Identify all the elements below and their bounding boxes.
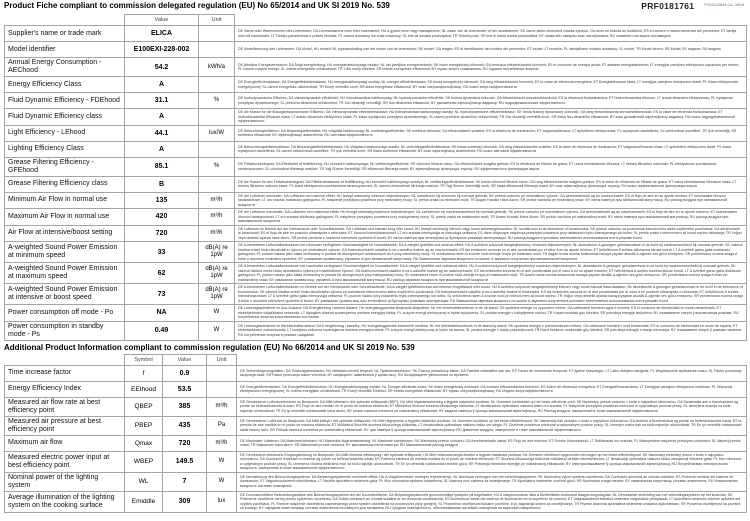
row-label: Fluid Dynamic Efficiency - FDEhood [5, 93, 125, 109]
row-symbol: QBEP [125, 397, 163, 416]
row-unit: W [207, 472, 237, 491]
row-label: Lighting Efficiency Class [5, 141, 125, 157]
row-value: A [125, 77, 199, 93]
row-value: 85.1 [125, 157, 199, 176]
table-row [5, 365, 747, 381]
row-unit: dB(A) re 1pW [199, 263, 235, 284]
table-row [5, 93, 747, 109]
row-label: Air Flow at intensive/boost setting [5, 225, 125, 242]
table-row [5, 451, 747, 472]
row-unit: m³/h [207, 435, 237, 451]
table-row [5, 157, 747, 176]
row-value: A [125, 141, 199, 157]
row-unit: kWh/a [199, 58, 235, 77]
table-row [5, 141, 747, 157]
table1-header-row [5, 15, 747, 26]
row-value: 435 [163, 416, 207, 435]
row-unit [199, 42, 235, 58]
table2-header-row [5, 354, 747, 365]
table-row [5, 26, 747, 42]
row-label: A-weighted Sound Power Emission at intensive or boost speed [5, 284, 125, 305]
table-row [5, 176, 747, 192]
table2-header-value: Value [163, 354, 207, 365]
row-unit [207, 381, 237, 397]
row-unit [199, 141, 235, 157]
table-row [5, 284, 747, 305]
row-value: 54.2 [125, 58, 199, 77]
table-row [5, 416, 747, 435]
row-value: 309 [163, 491, 207, 512]
table1-header-unit: Unit [199, 15, 235, 26]
row-value: 31.1 [125, 93, 199, 109]
product-fiche-table [4, 14, 747, 341]
row-unit: m³/h [199, 209, 235, 226]
table-row [5, 381, 747, 397]
row-translations: DE Luftstrom im Betrieb auf der Intensivstufe oder Schnelllaufstufe; DA Luftstrøm ved intensiv brug eller boost; HU levegő sebesség intenzív vagy boost sebességfokozaton; NL luchtstroom in de intensieve of boostmodus; SK prietok vzduchu za podmienok intenzívneho alebo zvýšeného používania; GA aersheoladh le tréanúsáid; ES el flujo de aire en posición ultrarrápida o reforzada; ET õhuvool intensiivkasutusel; LT oro srautas intensyviąja ar forsuotąja veiksena; PL dane dotyczące natężenia przepływu powietrza przy ustawieniu trybu intensywnego lub turbo; SL pretok zraka v intenzivnem ali boost načinu delovanja; TR Yoğun veya destekli ayarda hava akımı; SR protok vazduha u uslovima intenzivne upotrebe ili boost; BY паток паветра пры інтэнсіўных ці бустарных рэжымах эксплуатацыі; RU расход воздуха в условиях интенсивного использования или в режиме boost [235, 225, 747, 242]
row-unit: m³/h [199, 192, 235, 209]
document-title: Product Fiche compliant to commission delegated regulation (EU) No 65/2014 and UK SI 2019 No. 539 [4, 1, 390, 10]
row-value: 33 [125, 242, 199, 263]
row-label: Energy Efficiency Index [5, 381, 125, 397]
row-translations: DE Gemessener Luftvolumenstrom im Bestpunkt; DA Målt luftstrøm i det optimale driftspunkt (BEP); HU Mért légáramsebesség a legjobb hatásfokú pontban; NL Gemeten luchtdebiet op het beste-efficiëntie punt; SK Nameraný prietok vzduchu v bode s najvyššou účinnosťou; GA Sreabhráta aeir a thomhaistear ag pointe na héifeachtúlachta is fearr; ES Flujo de aire medido en el punto de máxima eficiencia; ET Mõõdetud õhuvool suurima tõhususega töökohas; LT Išmatuotasis optimalaus našumo taško oro srautas; PL Natężenie przepływu powietrza mierzone w optymalnym punkcie pracy; SL Izmerjena stopnja na točki največje učinkovitosti; TR En iyi verimlilik noktasındaki hava akımı; SR protok vazduha izmerena pri maksimalnoj efikasnosti; BY выдаткі паветра ў кропцы максімальнай эфектыўнасці; RU Расход воздуха, замеренный в точке максимальной эффективности [237, 397, 747, 416]
row-translations: DE Leistungsaufnahme im Bereitschaftszustand; DA Energiforbrug i standby; HU energiafogyasztás készenléti módban; NL het elektriciteitsverbruik in de stand-by-stand; SK spotreba energie v pohotovostnom režime; GA caitheamh fuinnimh i mód fuireachais; ES el consumo de electricidad en modo de espera; ET elektritarbimine ooteseisundis; LT budėjimo veiksena suvartojamos elektros energijos kiekis; PL zużycie energii elektrycznej w trybie czuwania; SL poraba energije v stanju pripravljenosti; TR Hazır bekleme modundaki güç tüketimi; SR potrošnja energije u stanju mirovanja; BY спажыванне энергіі ў рэжыме чакання; RU потребление энергии в режиме ожидания [235, 321, 747, 340]
row-unit: lux/W [199, 125, 235, 141]
row-unit: W [199, 305, 235, 322]
row-symbol: Emiddle [125, 491, 163, 512]
row-unit [199, 77, 235, 93]
row-symbol: WL [125, 472, 163, 491]
table-row [5, 192, 747, 209]
row-label: Maximum air flow [5, 435, 125, 451]
row-label: Model identifier [5, 42, 125, 58]
row-translations: DE Energieeffizienzindex; DA Energieffektivitetsindeks; HU Energiahatékonysági mutató; NL Energie-efficiëntie-index; SK Index energetickej účinnosti; GA Innéacs éifeachtúlachta fuinnimh; ES Índice de eficiencia energética; ET Energiatõhususindeks; LT Energijos vartojimo efektyvumo indeksas; PL Wskaźnik efektywności energetycznej; SL Indeks energijske učinkovitosti; TR Enerji Verimlilik Endeksi; SR Indeks energetske efikasnosti; BY Індэкс энергаэфектыўнасці; RU Индекс энергоэффективности [237, 381, 747, 397]
row-value: 7 [163, 472, 207, 491]
row-unit: Pa [207, 416, 237, 435]
table-row [5, 225, 747, 242]
row-translations: DE Beleuchtungseffizienz; DA Belysningseffektivitet; HU világítási hatékonyság; NL verlichtingsefficiëntie; SK svetelná účinnosť; GA éifeachtúlacht soilsithe; ES la eficiencia de iluminación; ET valgustustõhusus; LT apšvietimo efektyvumas; PL wydajność oświetlenia; SL učinkovitost osvetlitve; TR Işık verimliliği; SR svetlosna efikasnost; BY эфектыўнасць асвятлення; RU световая эффективность [235, 125, 747, 141]
row-symbol: PBEP [125, 416, 163, 435]
row-value: 53.5 [163, 381, 207, 397]
row-unit: % [199, 157, 235, 176]
row-label: Average illumination of the lighting system on the cooking surface [5, 491, 125, 512]
row-label: A-weighted Sound Power Emission at maximum speed [5, 263, 125, 284]
row-label: Light Efficiency - LEhood [5, 125, 125, 141]
row-label: Nominal power of the lighting system [5, 472, 125, 491]
additional-section-title: Additional Product Information compliant to commission regulation (EU) No 66/2014 and UK SI 2019 No. 539 [4, 342, 415, 352]
row-value: 44.1 [125, 125, 199, 141]
row-label: Grease Filtering Efficiency - GFEhood [5, 157, 125, 176]
row-translations: DE Zeitverlängerungsfaktor; DA Tidsforøgelsesfaktor; HU időtartam-növelő tényező; NL Tijdstoenamefactor; SK Časový prírastkový faktor; GA Fachtóir méadaithe san am; ES Factor de incremento temporal; ET Ajaline kasvutegur; LT Laiko didėjimo daugiklis; PL Współczynnik wydłużenia czasu; SL Faktor povečanja skupnega časa; SR Faktor povećanja tokom vremena; BY каэфіцыент павелічэння ў цягам часу; RU Коэффициент увеличения по времени [237, 365, 747, 381]
row-value: 420 [125, 209, 199, 226]
row-value: B [125, 176, 199, 192]
row-value: 135 [125, 192, 199, 209]
row-unit: m³/h [199, 225, 235, 242]
row-value: A [125, 109, 199, 126]
table-row [5, 491, 747, 512]
row-translations: DE A-bewerteten Luftschallemissionen bei maximaler verfügbarer Geschwindigkeit im Normalbetrieb; DA A-vægtet lydeffekt ved maksimal effekt; HU A szűrővel súlyozott hangteljesítmény maximum teljesítményen; NL akoestische A-gewogen geluidsemissie in de lucht bij maximumsnelheid bij normaal gebruik; SK vážená hladina emisií hluku akustického výkonu pri maximálnom výkone; GA fuaimchumhacht ualaithe A na n-astuithe fuaime ag an uaschumhacht; ES las emisiones sonoras en el aire ponderadas por el valor A en su ajuste máximo; ET helivõimsus A suhtes suurima kiiruse korral; LT A svertinė garso galia didžiausiu galingumu; PL poziom hałasu jako hałas emitowany w postaci fal akustycznych przy maksymalnej mocy; SL vrednotena raven A zvočne moči emisije hrupa pri maksimalni moči; TR Azami hızda normal kullanımda havaya yayılan akustik A-ağırlıklı ses gücü emisyonu; SR ponderisana zvučna snaga A buke pri maksimalnoj snazi; BY узважаная гукавая моц, узровень A пры максімальнай магутнасці; RU расход звуковая мощность при максимальной мощности [235, 263, 747, 284]
row-label: Measured air pressure at best efficiency point [5, 416, 125, 435]
row-label: Energy Efficiency Class [5, 77, 125, 93]
row-unit: dB(A) re 1pW [199, 284, 235, 305]
table-row [5, 435, 747, 451]
row-symbol: f [125, 365, 163, 381]
row-translations: DE A-bewerteten Luftschallemissionen bei minimaler verfügbarer Geschwindigkeit im Normalbetrieb; DA A-vægtet lydeffekt ved minimal effekt; HU A szűrővel súlyozott hangteljesítmény minimum teljesítményen; NL akoestische A-gewogen geluidsemissie in de lucht bij minimumsnelheid bij normaal gebruik; SK vážená hladina emisií hluku akustického výkonu pri minimálnom výkone; GA fuaimchumhacht ualaithe A na n-astuithe fuaime ag an íoschumhacht; ES las emisiones sonoras en el aire ponderadas por el valor A en su ajuste mínimo; ET helivõimsus A suhtes vähesema kiiruse korral; LT A svertinė garso galia mažiausiu galingumu; PL poziom hałasu jako hałas emitowany w postaci fal akustycznych odniesionych do A przy minimalnej mocy; SL vrednotena raven A zvočne moči emisije hrupa pri minimalni moči; TR Asgari hızda normal kullanımda havaya yayılan akustik A-ağırlıklı ses gücü emisyonu; SR ponderisana zvučna snaga A buke u uslovima minimalne upotrebe; BY узважаная гукавая моц, узровень A пры мінімальнай магутнасці; RU Взвешенная звуковая мощность по шкале A звукового излучения при минимальной мощности [235, 242, 747, 263]
table-row [5, 42, 747, 58]
row-translations: DE A-bewerteten Luftschallemissionen im Betrieb auf der Intensivstufe oder Schnelllaufstufe; DA A-vægtet lydeffektniveau ved intensiv brug/tilstand eller boost; HU A szűrővel súlyozott hangteljesítmény intenzív vagy boost fokozat használatakor; NL akoestische A-gewogen geluidsemissie in de lucht in de intensieve of boostmodus; SK vážená hladina emisií hluku akustického výkonu za podmienok intenzívneho alebo zvýšeného používania; GA fuaimchumhacht ualaithe A na n-astuithe fuaime le tréanúsáid; ES las emisiones sonoras en el aire ponderadas por el valor A en posición ultrarrápida o reforzada; ET helivõimsus A suhtes intensiivkasutusel; LT A svertinė garso galia intensyviąja veiksena; PL poziom hałasu przy ustawieniu trybu intensywnego lub turbo; SL vrednotena raven A zvočne moči pri intenzivnem ali boost načinu; TR Yoğun veya destekli ayarda havaya yayılan akustik A-ağırlıklı ses gücü emisyonu; SR ponderisana zvučna snaga A buke u uslovima intenzivne upotrebe ili boost; BY узважаная гукавая моц пры інтэнсіўных ці бустарных рэжымах эксплуатацыі; RU Взвешенная звуковая мощность по шкале A звукового излучения в условиях интенсивного использования или в режиме boost [235, 284, 747, 305]
table-row [5, 321, 747, 340]
row-label: Minimum Air Flow in normal use [5, 192, 125, 209]
row-unit: W [199, 321, 235, 340]
table-row [5, 242, 747, 263]
table-row [5, 77, 747, 93]
row-label: Time increase factor [5, 365, 125, 381]
row-translations: DE Gemessene elektrische Eingangsleistung im Bestpunkt; DA Målt elektrisk effektoptag i det optimale driftspunkt; HU Mért villamosenergia-felvétel a legjobb hatásfokú pontban; NL Gemeten elektrisch opgenomen vermogen op het beste-efficiëntiepunt; SK Nameraný elektrický príkon v bode s najvyššou účinnosťou; GA Cumhacht leictreach a chaitear ag pointe na héifeachtúlachta uasta; ES Potencia eléctrica de entrada medida en el punto de máxima eficiencia; ET Suurima tõhususega töökohas mõõdetud tarbitav sisendvõimsus; LT Išmatuotoji optimalaus našumo taško vartojamoji elektrinė galia; PL Moc mierzona w optymalnym punkcie pracy; SL Izmerjena vhodna električna moč na točki najvišje učinkovitosti; TR En iyi verimlilik noktasındaki elektrik gücü; SR Potrošnja električne energije pri maksimalnoj efikasnosti; BY электраспажыванне ў кропцы максімальнай эфектыўнасці; RU Потребляемая электрическая мощность, замеренная в точке максимальной эффективности [237, 451, 747, 472]
table-row [5, 125, 747, 141]
table2-header-unit: Unit [207, 354, 237, 365]
row-unit [199, 109, 235, 126]
row-value: NA [125, 305, 199, 322]
row-value: 0.49 [125, 321, 199, 340]
row-symbol: Qmax [125, 435, 163, 451]
row-label: Annual Energy Consumption - AEChood [5, 58, 125, 77]
row-translations: DE Nennleistung des Beleuchtungssystems; DA Belysningssystemets nominelle effekt; HU A világítórendszer névleges teljesítménye; NL Nominaal vermogen van het verlichtingssysteem; SK Nominálny výkon systému osvetlenia; GA Cumhacht ainmniúil an chórais soilsithe; ES Potencia nominal del sistema de iluminación; ET Valgustussüsteemi nimivõimsus; LT Vardinė apšvietimo sistemos galia; PL Moc nominalna systemu oświetlenia; SL Nazivna moč sistema za osvetljevanje; TR Aydınlatma sisteminin nominal gücü; SR Nominalna snaga rasvete; BY намінальная магутнасць сістэмы асвятлення; RU Номинальная мощность системы освещения [237, 472, 747, 491]
table-row [5, 209, 747, 226]
row-translations: DE hydrodynamische Effizienz; DA Væskedynamisk effektivitet; HU hidrodinamikus hatékonyság; NL hydrodynamische efficiëntie; SK fluidná dynamická účinnosť; GA éifeachtúlacht shreabhdhinimiciúil; ES la eficiencia fluidodinámica; ET hüdrodünaamika tõhusus; LT srauto dinaminis efektyvumas; PL wydajność przepływu dynamicznego; SL pretočna dinamična učinkovitost; TR Sıvı dinamiği verimliliği; SR fluo dinamička efikasnost; BY дынамічная эфектыўнасць вадкасці; RU гидродинамическая эффективность [235, 93, 747, 109]
table1-header-value: Value [125, 15, 199, 26]
row-unit: % [199, 93, 235, 109]
row-translations: DE Name oder Warenzeichen des Lieferanten; DA Leverandørens navn eller varemærke; HU a gyártó neve vagy márkajelzése; NL naam van de leverancier of het handelsmerk; SK názov alebo obchodná značka výrobcu; GA ainm nó branda an tsoláthraí; ES el nombre o marca comercial del proveedor; ET tarnija nimi või kaubamärk; LT Tiekėjo pavadinimas ir prekės ženklas; PL nazwa dostawcy lub znak towarowy; SL ime ali oznaka proizvajalca; TR Tedarikçi adı; SR ime ili robna marka proizvođača; BY назва або таварны знак пастаўшчыка; RU название или марка поставщика [235, 26, 747, 42]
row-symbol: EEIhood [125, 381, 163, 397]
table2-header-symbol: Symbol [125, 354, 163, 365]
row-label: Maximum Air Flow in normal use [5, 209, 125, 226]
row-translations: DE jährliche Energieverbrauch; DA Årligt energiforbrug; HU energiahatékonysági mutató; NL het jaarlijkse energieverbruik; SK index energetickej účinnosti; GA ionnúsca éifeachtúlachta fuinnimh; ES el consumo de energía anual; ET aastane energiatarbimine; LT energijos vartojimo efektyvumo sąnaudos per metus; PL roczne zużycie energii; SL indeks energetske učinkovitosti; TR Yıllık enerji tüketimi; SR indeks energetske efikasnosti; BY індэкс энергіі спажывання; RU годовое потребление энергии [235, 58, 747, 77]
row-translations: DE Energieeffizienzklasse; DA Energieffektivitetsklasse; HU energiahatékonysági osztály; NL energie-efficiëntieklasse; SK trieda energetickej účinnosti; GA rang éifeachtúlachta fuinnimh; ES la clase de eficiencia energética; ET Energiatõhususe klass; LT energijos vartojimo efektyvumo klasė; PL klasa efektywności energetycznej; SL razred energetske učinkovitosti; TR Enerji verimlilik sınıfı; SR klasa energetske efikasnosti; BY клас энергаэфектыўнасці; RU класс энергоэффективности [235, 77, 747, 93]
row-value: ELICA [125, 26, 199, 42]
row-label: Supplier's name or trade mark [5, 26, 125, 42]
document-number: PRF0181761 [641, 1, 695, 11]
row-value: 73 [125, 284, 199, 305]
row-translations: DE die Klasse für den Fettabscheidegrad; DA Effektivitetsklasse af fedtfiltrering; HU zsírszűrő hatékonysági osztálya; NL vetfilteringsefficiëntieklasse; SK trieda účinnosti filtrácie tukov; GA rang éifeachtúlachta scagtha gréisce; ES la clase de eficiencia de filtrado de grasa; ET rasva eemaldamise tõhususe klass; LT riebalų filtravimo našumo klasė; PL klasa efektywności pochłaniania zanieczyszczeń; SL razred učinkovitosti filtriranja maščob; TR Yağ Süzme Verimliliği sınıfı; SR klasa efikasnosti filtriranja masti; BY клас эфектыўнасці фільтрацыі тлушчу; RU класс эффективности фильтрации жиров [235, 176, 747, 192]
row-value: 62 [125, 263, 199, 284]
row-translations: DE Durchschnittliche Beleuchtungsstärke des Beleuchtungssystems auf der Kochoberfläche; DA Belysningssystemets gennemsnitlige lysstyrke på kogefladen; HU A világítórendszer által a főzőfelületen biztosított átlagos megvilágítás; NL Gemiddelde verlichting van het verlichtingssysteem op het kookvlak; SK Priemerné osvetlenie varnej plochy systémom osvetlenia; GA Soilsiú meánach an chórais soilsithe ar an dromchla cócaireachta; ES Iluminancia media del sistema de iluminación en la superficie de cocción; ET Valgussüsteemi tekitatud keskmine valgustatus pliidiplaadil; LT Apšvietimo sistemos vidutinė apšvieta ant viryklės paviršiaus; PL Średnie natężenie oświetlenia zapewnianego przez system oświetlenia na powierzchni płyty grzejnej; SL Povprečna osvetljenost kuhalne površine, ki jo zagotavlja sistem za osvetljevanje; TR Pişirme alanında aydınlatma sisteminin ortalama aydınlatması; SR Prosečna osvetljenost na površini za kuvanje; BY сярэдняя асветленасць сістэмы асвятлення на паверхні для гатавання; RU Средняя освещенность, обеспечиваемая системой освещения на варочной поверхности [237, 491, 747, 512]
row-label: Measured electric power input at best efficiency point [5, 451, 125, 472]
row-unit [207, 365, 237, 381]
row-value: 0.9 [163, 365, 207, 381]
row-translations: DE Modellkennung des Lieferanten; DA Model; HU modell; NL typeaanduiding van het model van de leverancier; SK model; GA leagan; ES el identificador del modelo del proveedor; ET mudel; LT modelis; PL identyfikator modelu dostawcy; SL model; TR Model tanımı; SR Model; BY мадэль; RU модель [235, 42, 747, 58]
table-row [5, 305, 747, 322]
row-label: Fluid Dynamic Efficiency class [5, 109, 125, 126]
row-value: 149.5 [163, 451, 207, 472]
row-value: E100EXI-228-002 [125, 42, 199, 58]
form-code: F0G0102848 Cd. 08/18 [704, 3, 744, 7]
header-codes [641, 1, 746, 11]
row-translations: DE der Luftstrom maximaler; DA Luftstrøm ved maksimal effekt; HU levegő sebesség maximum teljesítményen; NL luchtstroom bij maximumsnelheid bij normaal gebruik; SK prietok vzduchu pri maximálnom výkone; GA aershreabhadh ag an uaschumhacht; ES el flujo de aire en su ajuste máximo; ET maksimaalne õhuvool tavakasutusel; LT oro srautas didžiausiu galingumu; PL natężenie przepływu powietrza przy maksymalnej mocy; SL pretok zraka na maksimalni moči; TR Azami Hızdaki Hava Akımı; SR protok vazduha pri maksimalnoj snazi; BY паток паветра пры максімальнай магутнасці; RU расход воздуха при максимальной мощности [235, 209, 747, 226]
table-row [5, 397, 747, 416]
row-value: 720 [125, 225, 199, 242]
additional-info-table [4, 354, 747, 513]
row-unit [199, 26, 235, 42]
row-translations: DE Leistungsaufnahme im Aus-Zustand; DA Energiforbrug i slukket tilstand; HU energiafogyasztás kikapcsolt állapotban; NL het elektriciteitsverbruik in de uit-stand; SK spotreba energie vo vypnutom režime; GA caitheamh fuinnimh agus é múchta; ES el consumo de electricidad en modo desactivado; ET elektritarbimine väljalülitatud seisundis; LT išjungties būsena suvartojamos elektros energijos kiekis; PL zużycie energii elektrycznej w trybie wyłączenia; SL poraba energije v izklopljenem načinu; TR Kapalı moddaki güç tüketimi; SR potrošnja energije isključena; BY спажыванне энергіі ў выключаным рэжыме; RU потребление энергии в выключенном состоянии [235, 305, 747, 322]
row-translations: DE Gemessener Luftdruck im Bestpunkt; DA Målt lufttryk i det optimale driftspunkt; HU Mért légnyomás a legjobb hatásfokú pontban; NL Gemeten luchtdruk op het beste-efficiëntiepunt; SK Nameraný tlak vzduchu v bode s najvyššou účinnosťou; GA Aerbhrú a thomhaistear ag pointe na héifeachtúlachta uasta; ES la presión de aire medida en el punto de máxima eficiencia; ET Mõõdetud õhurõhk suurima tõhususega töökohas; LT Išmatuotasis optimalaus našumo taško oro slėgis; PL Ciśnienie powietrza mierzone w optymalnym punkcie pracy; SL Izmerjen zračni tlak na točki največje učinkovitosti; TR En iyi verimlilik noktasındaki statik basınç farkı; SR Pritisak vazduha izmerena pri maksimalnoj efikasnosti; BY ціск паветра ў кропцы максімальнай эфектыўнасці; RU Давление воздуха, замеренное в точке максимальной эффективности [237, 416, 747, 435]
table-row [5, 58, 747, 77]
row-translations: DE Maximaler Luftstrom; DA Maksimal luftstrøm; HU Maximális légáramsebesség; NL Maximale luchtstroom; SK Maximálny prietok vzduchu; GA Aershreabhadh uasta; ES Flujo de aire máximo; ET Suurim õhuvooluhulk; LT Didžiausias oro srautas; PL Maksymalne natężenie przepływu powietrza; SL Največji pretok zraka; TR Maksimum hava akımı; SR Maksimalni protok vazduha; BY максімальны паток паветра; RU Максимальный расход воздуха [237, 435, 747, 451]
row-label: Power consumption in standby mode - Ps [5, 321, 125, 340]
row-value: 720 [163, 435, 207, 451]
table-row [5, 472, 747, 491]
row-label: A-weighted Sound Power Emission at minimum speed [5, 242, 125, 263]
row-unit: W [207, 451, 237, 472]
table-row [5, 263, 747, 284]
row-translations: DE Beleuchtungseffizienzklasse; DA Belysningseffektivitetsklasse; HU világítási hatékonysági osztály; NL verlichtingsefficiëntieklasse; SK trieda svetelnej účinnosti; GA rang éifeachtúlachta soilsithe; ES la clase de eficiencia de iluminación; ET valgustustõhususe klass; LT apšvietimo efektyvumo klasė; PL klasa wydajności oświetlenia; SL razred učinkovitosti osvetlitve; TR Işık verimlilik sınıfı; SR klasa svetlosne efikasnosti; BY клас эфектыўнасці асвятлення; RU класс световой эффективности [235, 141, 747, 157]
row-label: Power consumption off mode - Po [5, 305, 125, 322]
row-symbol: WBEP [125, 451, 163, 472]
row-value: 385 [163, 397, 207, 416]
row-label: Grease Filtering Efficiency class [5, 176, 125, 192]
row-translations: DE die Klasse für die flüssigkeitsdynamische Effizienz; DA Væskedynamisk effektivitetsklasse; HU hidrodinamikai hatékonysági osztály; NL hydrodynamische-efficiëntieklasse; SK trieda fluidnej dynamickej účinnosti; GA rang éifeachtúlachta shreabhdhinimiciúla; ES la clase de eficiencia fluidodinámica; ET hüdrodünaamika tõhususe klass; LT srauto dinaminio efektyvumo klasė; PL klasa wydajności przepływu dynamicznego; SL razred pretočne dinamične učinkovitosti; TR Sıvı dinamiği verimlilik sınıfı; SR klasa fluo-dinamičke efikasnosti; BY клас дынамічнай эфектыўнасці вадкасці; RU класс гидродинамической эффективности [235, 109, 747, 126]
row-unit: lux [207, 491, 237, 512]
document-header [4, 1, 746, 14]
row-unit: m³/h [207, 397, 237, 416]
table-row [5, 109, 747, 126]
row-unit [199, 176, 235, 192]
row-translations: DE Fettabscheidegrad; DA Effektivitet af fedtfiltrering; HU zsírszűrő hatékonysága; NL vetfilteringsefficiëntie; SK účinnosť filtrácie tukov; GA éifeachtúlacht scagtha gréisce; ES la eficiencia de filtrado de grasa; ET rasva eemaldamise tõhusus; LT riebalų filtravimo našumas; PL efektywność pochłaniania zanieczyszczeń; SL učinkovitost filtriranja maščob; TR Yağ Süzme Verimliliği; SR efikasnost filtriranja masti; BY эфектыўнасць фільтрацыі тлушчу; RU эффективность фильтрации жиров [235, 157, 747, 176]
row-translations: DE der Luftstrom minimaler; DA Luftstrøm ved minimal effekt; HU levegő sebesség minimum teljesítményen; NL luchtstroom bij minimum bij normaal gebruik; SK prietok vzduchu pri minimálnom výkone; GA aershreabhadh ag an íoschumhacht; ES el flujo de aire en su ajuste mínimo; ET minimaalne õhuvool tavakasutusel; LT oro srautas mažiausiu galingumu; PL natężenie przepływu powietrza przy minimalnej mocy; SL pretok zraka na minimalni moči; TR Asgari Hızdaki Hava Akımı; SR protok vazduha pri minimalnoj snazi; BY паток паветра пры мінімальнай магутнасці; RU расход воздуха при минимальной мощности [235, 192, 747, 209]
row-unit: dB(A) re 1pW [199, 242, 235, 263]
row-label: Measured air flow rate at best efficiency point [5, 397, 125, 416]
